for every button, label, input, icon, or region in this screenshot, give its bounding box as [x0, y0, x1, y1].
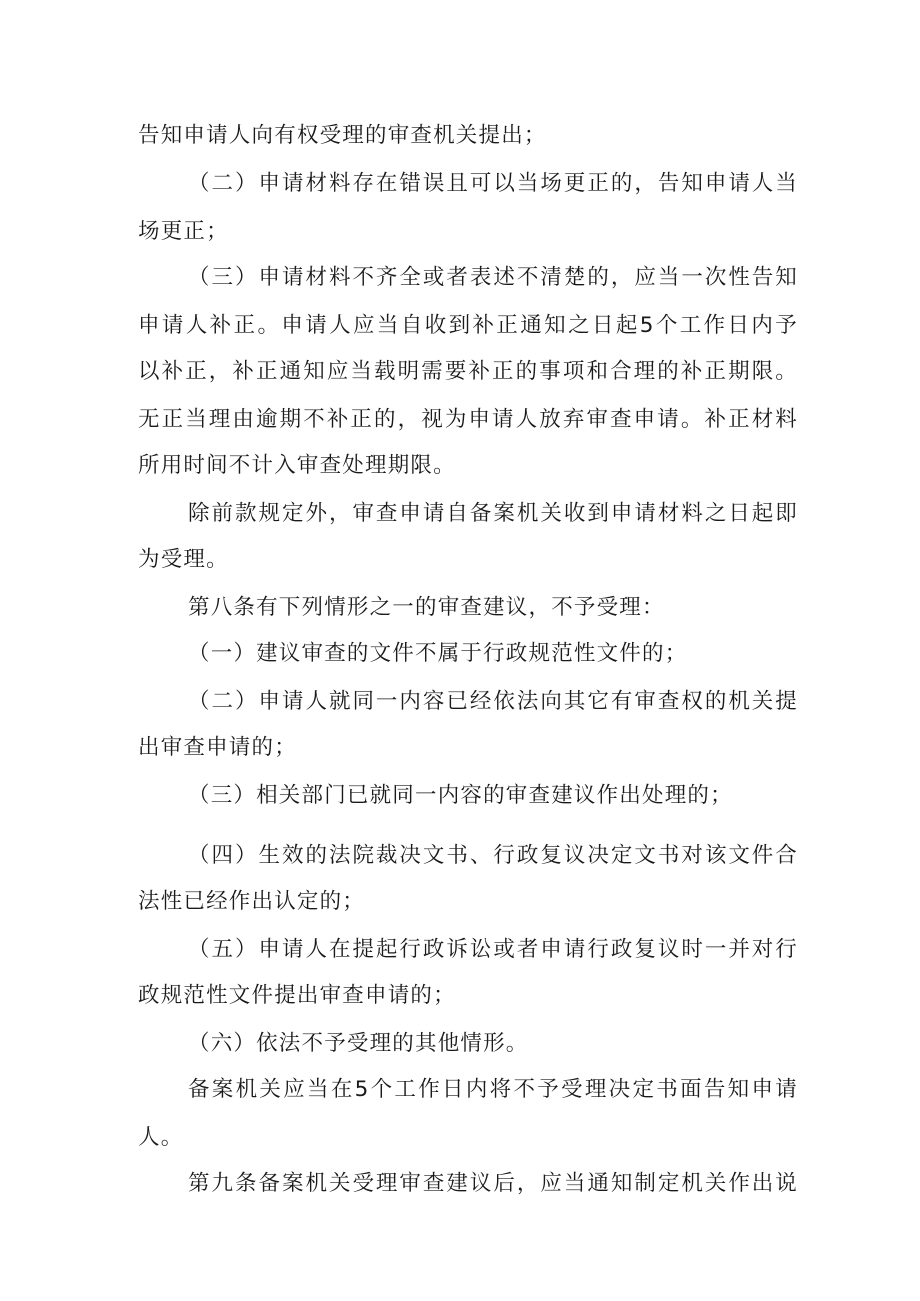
text-line: （二）申请材料存在错误且可以当场更正的，告知申请人当 — [188, 171, 798, 196]
text-line: （一）建议审查的文件不属于行政规范性文件的； — [188, 641, 688, 666]
text-line: 以补正，补正通知应当载明需要补正的事项和合理的补正期限。 — [138, 359, 798, 384]
text-line: 政规范性文件提出审查申请的； — [138, 983, 456, 1008]
text-line: 场更正； — [138, 219, 229, 244]
text-line: （五）申请人在提起行政诉讼或者申请行政复议时一并对行 — [188, 937, 798, 962]
text-line: 备案机关应当在5个工作日内将不予受理决定书面告知申请 — [188, 1077, 798, 1102]
article-heading: 第九条备案机关受理审查建议后，应当通知制定机关作出说 — [188, 1171, 798, 1196]
text-line: 人。 — [138, 1125, 184, 1150]
text-line: 告知申请人向有权受理的审查机关提出； — [138, 123, 547, 148]
text-line: 出审查申请的； — [138, 735, 297, 760]
text-line: 为受理。 — [138, 547, 229, 572]
text-line: 无正当理由逾期不补正的，视为申请人放弃审查申请。补正材料 — [138, 407, 798, 432]
text-line: 法性已经作出认定的； — [138, 889, 366, 914]
text-line: （四）生效的法院裁决文书、行政复议决定文书对该文件合 — [188, 843, 798, 868]
text-line: 申请人补正。申请人应当自收到补正通知之日起5个工作日内予 — [138, 313, 798, 338]
text-line: 所用时间不计入审查处理期限。 — [138, 453, 456, 478]
text-line: （二）申请人就同一内容已经依法向其它有审查权的机关提 — [188, 689, 798, 714]
article-heading: 第八条有下列情形之一的审查建议，不予受理： — [188, 595, 665, 620]
text-line: （三）相关部门已就同一内容的审查建议作出处理的； — [188, 783, 733, 808]
text-line: （三）申请材料不齐全或者表述不清楚的，应当一次性告知 — [188, 265, 798, 290]
text-line: 除前款规定外，审查申请自备案机关收到申请材料之日起即 — [188, 501, 798, 526]
text-line: （六）依法不予受理的其他情形。 — [188, 1031, 529, 1056]
